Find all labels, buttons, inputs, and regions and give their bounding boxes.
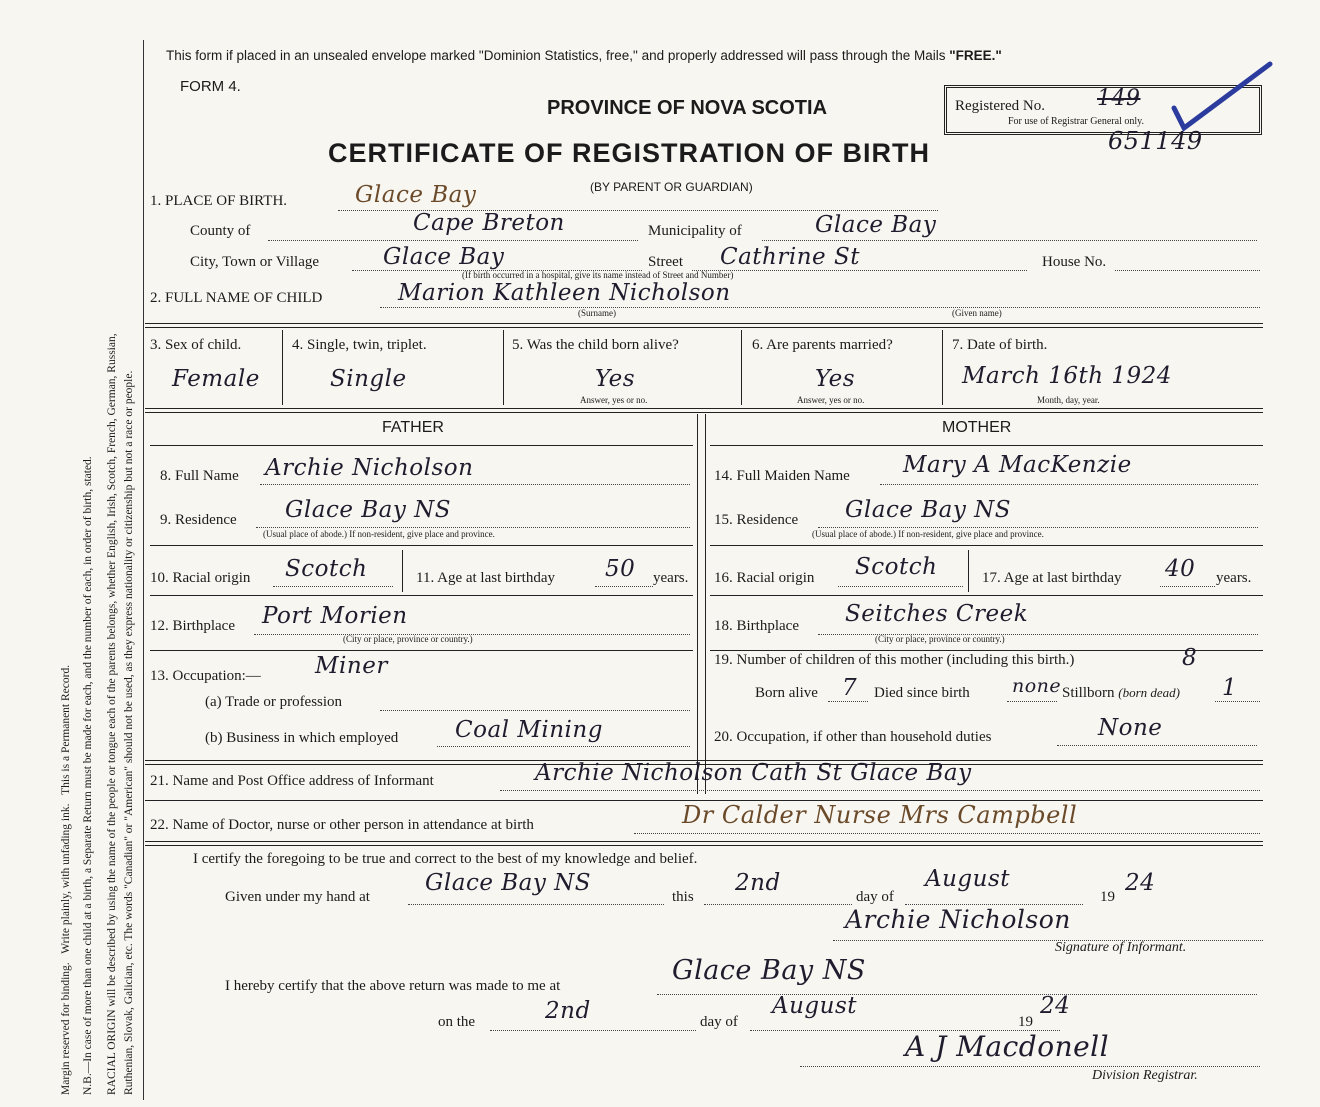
month-value: August — [925, 866, 1011, 892]
city-value: Glace Bay — [383, 244, 505, 270]
form-number: FORM 4. — [180, 78, 241, 95]
married-value: Yes — [815, 366, 856, 392]
mother-age-label: 17. Age at last birthday — [982, 570, 1122, 586]
dob-note: Month, day, year. — [1037, 395, 1100, 405]
year-value: 24 — [1125, 870, 1156, 896]
mother-birthplace-value: Seitches Creek — [845, 601, 1029, 627]
county-label: County of — [190, 223, 251, 239]
year-prefix: 19 — [1100, 889, 1115, 905]
county-value: Cape Breton — [413, 210, 565, 236]
mother-occupation-label: 20. Occupation, if other than household duties — [714, 729, 992, 745]
alive-label: 5. Was the child born alive? — [512, 337, 679, 353]
alive-answer-note: Answer, yes or no. — [580, 395, 648, 405]
alive-value: Yes — [595, 366, 636, 392]
plurality-value: Single — [330, 366, 407, 392]
father-years-label: years. — [653, 570, 689, 586]
father-occupation-value: Miner — [315, 653, 388, 679]
mother-residence-label: 15. Residence — [714, 512, 799, 528]
mother-name-label: 14. Full Maiden Name — [714, 468, 850, 484]
mother-racial-label: 16. Racial origin — [714, 570, 815, 586]
checkmark-icon — [1170, 58, 1280, 138]
margin-binding-note: Margin reserved for binding. Write plainly, with unfading ink. This is a Permanent Record. — [60, 664, 72, 1095]
died-value: none — [1012, 675, 1062, 697]
on-the-label: on the — [438, 1014, 476, 1030]
registrar-sig-label: Division Registrar. — [1092, 1068, 1198, 1083]
registration-note: For use of Registrar General only. — [1008, 116, 1144, 127]
mother-heading: MOTHER — [942, 419, 1012, 436]
born-alive-label: Born alive — [755, 685, 818, 701]
given-place-value: Glace Bay NS — [425, 870, 592, 896]
registrar-signature: A J Macdonell — [905, 1030, 1110, 1063]
father-birthplace-value: Port Morien — [262, 603, 408, 629]
mail-notice: This form if placed in an unsealed envelope marked "Dominion Statistics, free," and properly addressed will pass through the Mails "FREE." — [166, 48, 1002, 63]
mother-children-label: 19. Number of children of this mother (including this birth.) — [714, 652, 1075, 668]
attendant-value: Dr Calder Nurse Mrs Campbell — [682, 801, 1078, 829]
day-of-label: day of — [856, 889, 894, 905]
father-business-value: Coal Mining — [455, 717, 603, 743]
registration-full-number: 651149 — [1108, 127, 1203, 155]
father-abode-note: (Usual place of abode.) If non-resident, give place and province. — [263, 529, 495, 539]
margin-rule — [143, 40, 144, 1100]
reg-year-prefix: 19 — [1018, 1014, 1033, 1030]
reg-day-of-label: day of — [700, 1014, 738, 1030]
father-residence-label: 9. Residence — [160, 512, 237, 528]
reg-year-value: 24 — [1040, 993, 1071, 1019]
place-value: Glace Bay — [355, 182, 477, 208]
father-age-label: 11. Age at last birthday — [416, 570, 555, 586]
dob-label: 7. Date of birth. — [952, 337, 1048, 353]
mother-abode-note: (Usual place of abode.) If non-resident, give place and province. — [812, 529, 1044, 539]
registration-number: 149 — [1097, 86, 1141, 111]
father-occupation-label: 13. Occupation:— — [150, 668, 261, 684]
mother-birthplace-label: 18. Birthplace — [714, 618, 799, 634]
informant-label: 21. Name and Post Office address of Informant — [150, 773, 434, 789]
father-trade-label: (a) Trade or profession — [205, 694, 343, 710]
father-business-label: (b) Business in which employed — [205, 730, 399, 746]
hospital-note: (If birth occurred in a hospital, give its name instead of Street and Number) — [462, 270, 734, 280]
mother-occupation-value: None — [1098, 715, 1163, 741]
sex-value: Female — [172, 366, 260, 392]
father-residence-value: Glace Bay NS — [285, 497, 452, 523]
mother-years-label: years. — [1216, 570, 1252, 586]
sex-label: 3. Sex of child. — [150, 337, 242, 353]
reg-month-value: August — [772, 993, 858, 1019]
given-label: Given under my hand at — [225, 889, 370, 905]
certify-statement: I certify the foregoing to be true and correct to the best of my knowledge and belief. — [193, 851, 698, 867]
certificate-title: CERTIFICATE OF REGISTRATION OF BIRTH — [328, 138, 930, 168]
father-birthplace-note: (City or place, province or country.) — [343, 634, 473, 644]
stillborn-value: 1 — [1222, 675, 1238, 701]
street-value: Cathrine St — [720, 244, 860, 270]
certificate-subtitle: (BY PARENT OR GUARDIAN) — [590, 180, 753, 194]
mother-racial-value: Scotch — [855, 554, 938, 580]
registrar-statement: I hereby certify that the above return was made to me at — [225, 978, 561, 994]
mother-children-value: 8 — [1182, 645, 1198, 671]
mother-birthplace-note: (City or place, province or country.) — [875, 634, 1005, 644]
place-label: 1. PLACE OF BIRTH. — [150, 193, 288, 209]
given-name-note: (Given name) — [952, 308, 1002, 318]
municipality-label: Municipality of — [648, 223, 742, 239]
born-alive-value: 7 — [842, 675, 858, 701]
father-age-value: 50 — [605, 556, 636, 582]
father-name-value: Archie Nicholson — [265, 455, 474, 481]
married-label: 6. Are parents married? — [752, 337, 893, 353]
house-label: House No. — [1042, 254, 1107, 270]
child-name-value: Marion Kathleen Nicholson — [398, 280, 731, 306]
died-label: Died since birth — [874, 685, 970, 701]
child-name-label: 2. FULL NAME OF CHILD — [150, 290, 323, 306]
surname-note: (Surname) — [578, 308, 616, 318]
father-racial-value: Scotch — [285, 556, 368, 582]
father-name-label: 8. Full Name — [160, 468, 239, 484]
day-value: 2nd — [735, 870, 781, 896]
father-birthplace-label: 12. Birthplace — [150, 618, 235, 634]
margin-nb-note: N.B.—In case of more than one child at a birth, a Separate Return must be made for each, and the number of each, in order of birth, stated. — [82, 456, 94, 1095]
city-label: City, Town or Village — [190, 254, 320, 270]
father-heading: FATHER — [382, 419, 444, 436]
street-label: Street — [648, 254, 683, 270]
attendant-label: 22. Name of Doctor, nurse or other person in attendance at birth — [150, 817, 534, 833]
province-heading: PROVINCE OF NOVA SCOTIA — [547, 97, 828, 119]
margin-racial-note-1: RACIAL ORIGIN will be described by using the name of the people or tongue each of the parents belongs, whether English, Irish, Scotch, French, German, Russian, — [106, 333, 118, 1095]
registrar-place-value: Glace Bay NS — [672, 955, 866, 986]
dob-value: March 16th 1924 — [962, 363, 1172, 389]
married-answer-note: Answer, yes or no. — [797, 395, 865, 405]
this-label: this — [672, 889, 694, 905]
informant-value: Archie Nicholson Cath St Glace Bay — [535, 760, 972, 786]
father-racial-label: 10. Racial origin — [150, 570, 251, 586]
informant-signature: Archie Nicholson — [845, 905, 1071, 934]
plurality-label: 4. Single, twin, triplet. — [292, 337, 427, 353]
registration-label: Registered No. — [955, 98, 1045, 114]
informant-sig-label: Signature of Informant. — [1055, 940, 1187, 955]
reg-day-value: 2nd — [545, 998, 591, 1024]
stillborn-label: Stillborn (born dead) — [1062, 685, 1181, 701]
margin-racial-note-2: Ruthenian, Slovak, Galician, etc. The words "Canadian" or "American" should not be used, as they express nationality or citizenship but not a race or people. — [123, 370, 135, 1095]
mother-name-value: Mary A MacKenzie — [903, 452, 1132, 478]
mother-residence-value: Glace Bay NS — [845, 497, 1012, 523]
municipality-value: Glace Bay — [815, 212, 937, 238]
mother-age-value: 40 — [1165, 556, 1196, 582]
